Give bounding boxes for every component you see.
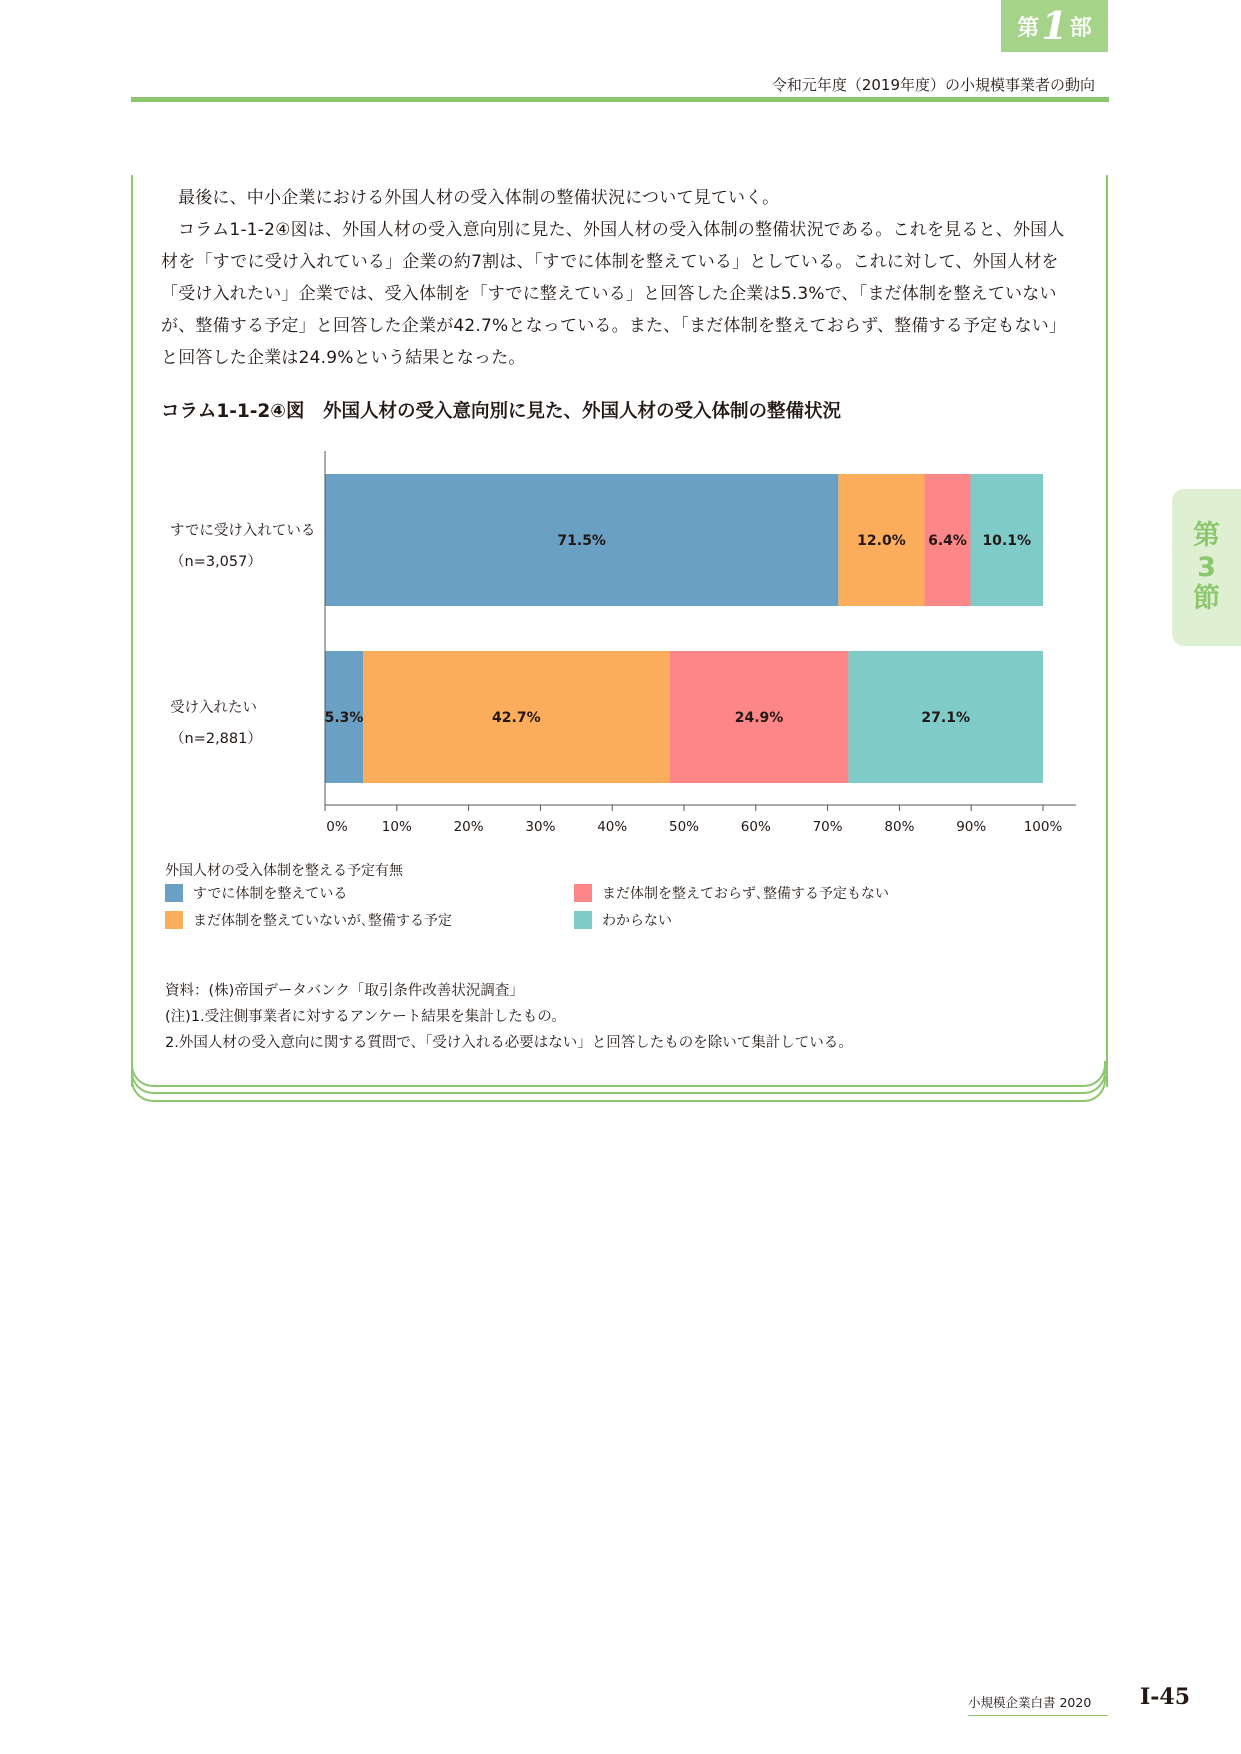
legend-item-unknown [574,910,672,930]
section-tab-line1: 第 [1193,519,1220,551]
legend-swatch [165,911,183,929]
paragraph-1: 最後に、中小企業における外国人材の受入体制の整備状況について見ていく。 [178,188,780,208]
data-label: 42.7% [492,710,541,726]
x-tick-label: 30% [525,819,556,835]
x-tick-label: 0% [326,819,348,835]
x-tick-label: 70% [812,819,843,835]
x-tick-label: 100% [1023,819,1063,835]
note-2: 2.外国人材の受入意向に関する質問で、「受け入れる必要はない」と回答したものを除いて集計している。 [165,1035,853,1051]
stacked-bar-chart [0,0,1241,860]
part-suffix: 部 [1069,15,1092,41]
part-prefix: 第 [1017,15,1040,41]
data-label: 24.9% [734,710,784,726]
legend-label: すでに体制を整えている [193,886,348,902]
category-label: 受け入れたい [170,700,257,716]
legend-swatch [574,911,592,929]
category-label: すでに受け入れている [170,523,316,539]
data-label: 10.1% [982,533,1032,549]
data-label: 27.1% [921,710,971,726]
category-n-label: （n=2,881） [170,731,262,747]
note-1: (注)1.受注側事業者に対するアンケート結果を集計したもの。 [165,1009,566,1025]
category-n-label: （n=3,057） [170,554,262,570]
x-tick-label: 90% [956,819,987,835]
footer-title: 小規模企業白書 2020 [968,1695,1092,1710]
legend-swatch [165,884,183,902]
x-tick-label: 10% [381,819,412,835]
x-tick-label: 80% [884,819,915,835]
legend-item-planned [165,910,452,930]
legend-label: まだ体制を整えておらず､整備する予定もない [602,886,889,902]
x-tick-label: 40% [597,819,628,835]
data-label: 5.3% [324,710,364,726]
section-tab-line3: 節 [1193,583,1220,615]
legend-item-established [165,883,347,903]
running-header-title: 令和元年度（2019年度）の小規模事業者の動向 [771,76,1095,94]
legend-label: わからない [602,913,672,929]
section-tab-line2: 3 [1197,551,1216,583]
legend-label: まだ体制を整えていないが､整備する予定 [193,913,452,929]
legend-title: 外国人材の受入体制を整える予定有無 [165,863,403,879]
data-label: 6.4% [928,533,967,549]
footer-rule [968,1715,1108,1716]
notes [165,978,853,1056]
figure-title: コラム1-1-2④図 外国人材の受入意向別に見た、外国人材の受入体制の整備状況 [161,401,841,422]
source-note: 資料：(株)帝国データバンク「取引条件改善状況調査」 [165,983,524,999]
paragraph-2: コラム1-1-2④図は、外国人材の受入意向別に見た、外国人材の受入体制の整備状況である。これを見ると、外国人材を「すでに受け入れている」企業の約7割は、「すでに体制を整えている」としている。これに対して、外国人材を「受け入れたい」企業では、受入体制を「すでに整えている」と回答した企業は5.3%で、「まだ体制を整えていないが、整備する予定」と回答した企業が42.7%となっている。また、「まだ体制を整えておらず、整備する予定もない」と回答した企業は24.9%という結果となった。 [161,220,1067,368]
legend-swatch [574,884,592,902]
x-tick-label: 60% [740,819,771,835]
data-label: 12.0% [857,533,906,549]
page-number: Ⅰ-45 [1140,1684,1191,1710]
x-tick-label: 20% [453,819,484,835]
legend-item-not-planned [574,883,889,903]
part-number: 1 [1041,3,1068,48]
x-tick-label: 50% [668,819,700,835]
data-label: 71.5% [557,533,606,549]
column-box-bottom-3 [131,1076,1106,1102]
